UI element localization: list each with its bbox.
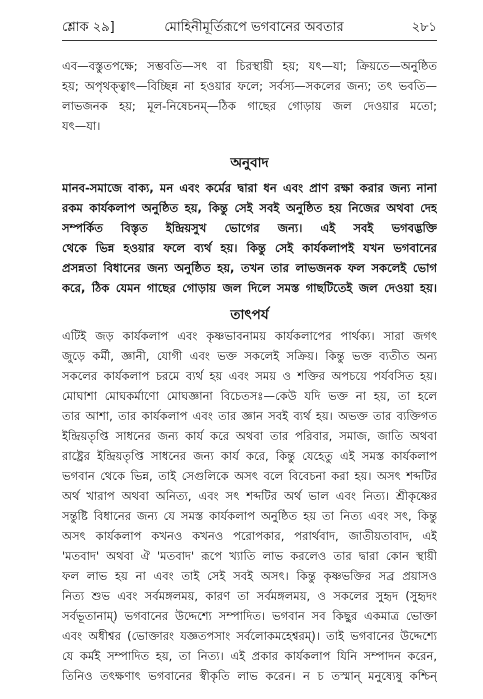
translation-heading: অনুবাদ (230, 155, 269, 171)
synonyms-line: এব—বস্তুতপক্ষে; সম্ভবতি—সৎ বা চিরস্থায়ী হয়; যৎ—যা; ক্রিয়তে—অনুষ্ঠিত (62, 59, 437, 73)
purport-line: এবং অধীশ্বর (ভোক্তারং যজ্ঞতপসাং সর্বলোকমহেশ্বরম্)। তাই ভগবানের উদ্দেশ্যে (62, 629, 437, 643)
purport-line: জুড়ে কর্মী, জ্ঞানী, যোগী এবং ভক্ত সকলেই সক্রিয়। কিন্তু ভক্ত ব্যতীত অন্য (62, 349, 437, 363)
purport-line: অসৎ কার্যকলাপ কখনও কখনও পরোপকার, পরার্থবাদ, জাতীয়তাবাদ, এই (62, 529, 437, 543)
purport-line: এটিই জড় কার্যকলাপ এবং কৃষ্ণভাবনাময় কার্যকলাপের পার্থক্য। সারা জগৎ (62, 329, 437, 343)
header-divider (62, 40, 437, 41)
translation-line: রকম কার্যকলাপ অনুষ্ঠিত হয়, কিন্তু সেই সবই অনুষ্ঠিত হয় নিজের অথবা দেহ (62, 201, 437, 215)
purport-line: মোঘাশা মোঘকর্মাণো মোঘজ্ঞানা বিচেতসঃ—কেউ যদি ভক্ত না হয়, তা হলে (62, 389, 437, 403)
synonyms-line: লাভজনক হয়; মূল-নিষেচনম্—ঠিক গাছের গোড়ায় জল দেওয়ার মতো; (62, 99, 437, 113)
page-number: ২৮১ (411, 20, 437, 35)
chapter-title: মোহিনীমূর্তিরূপে ভগবানের অবতার (164, 20, 344, 35)
purport-line: ইন্দ্রিয়তৃপ্তি সাধনের জন্য কার্য করে অথবা তার পরিবার, সমাজ, জাতি অথবা (62, 429, 437, 443)
purport-line: সকলের কার্যকলাপ চরমে ব্যর্থ হয় এবং সময় ও শক্তির অপচয়ে পর্যবসিত হয়। (62, 369, 437, 383)
purport-line: তার আশা, তার কার্যকলাপ এবং তার জ্ঞান সবই ব্যর্থ হয়। অভক্ত তার ব্যক্তিগত (62, 409, 437, 423)
translation-line: মানব-সমাজে বাক্য, মন এবং কর্মের দ্বারা ধন এবং প্রাণ রক্ষা করার জন্য নানা (62, 181, 437, 195)
running-head (62, 18, 437, 38)
purport-section (62, 326, 437, 686)
verse-number: শ্লোক ২৯] (62, 20, 115, 35)
purport-line: নিত্য শুভ এবং সর্বমঙ্গলময়, কারণ তা সর্বমঙ্গলময়, ও সকলের সুহৃদ (সুহৃদং (62, 589, 437, 603)
purport-line: যে কর্মই সম্পাদিত হয়, তা নিত্য। এই প্রকার কার্যকলাপ যিনি সম্পাদন করেন, (62, 649, 437, 663)
translation-line: করে, ঠিক যেমন গাছের গোড়ায় জল দিলে সমস্ত গাছটিতেই জল দেওয়া হয়। (62, 281, 437, 295)
synonyms-section (62, 56, 437, 136)
translation-line: সম্পর্কিত বিস্তৃত ইন্দ্রিয়সুখ ভোগের জন্য। এই সবই ভগবদ্ভক্তি (62, 221, 437, 235)
purport-line: রাষ্ট্রের ইন্দ্রিয়তৃপ্তি সাধনের জন্য কার্য করে, কিন্তু যেহেতু এই সমস্ত কার্যকলাপ (62, 449, 437, 463)
purport-line: তিনিও তৎক্ষণাৎ ভগবানের স্বীকৃতি লাভ করেন। ন চ তস্মান্ মনুষ্যেষু কশ্চিন্ (62, 669, 437, 683)
purport-line: 'মতবাদ' অথবা ঐ 'মতবাদ' রূপে খ্যাতি লাভ করলেও তার দ্বারা কোন স্থায়ী (62, 549, 437, 563)
synonyms-line: যৎ—যা। (62, 119, 101, 133)
purport-line: সর্বভূতানাম্) ভগবানের উদ্দেশ্যে সম্পাদিত। ভগবান সব কিছুর একমাত্র ভোক্তা (62, 609, 437, 623)
purport-heading: তাৎপর্য (230, 307, 269, 323)
purport-line: সন্তুষ্টি বিধানের জন্য যে সমস্ত কার্যকলাপ অনুষ্ঠিত হয় তা নিত্য এবং সৎ, কিন্তু (62, 509, 437, 523)
synonyms-line: হয়; অপৃথক্ত্বাৎ—বিচ্ছিন্ন না হওয়ার ফলে; সর্বস্য—সকলের জন্য; তৎ ভবতি— (62, 79, 437, 93)
purport-line: ফল লাভ হয় না এবং তাই সেই সবই অসৎ। কিন্তু কৃষ্ণভক্তির সব্র প্রয়াসও (62, 569, 437, 583)
translation-line: থেকে ভিন্ন হওয়ার ফলে ব্যর্থ হয়। কিন্তু সেই কার্যকলাপই যখন ভগবানের (62, 241, 437, 255)
purport-line: ভগবান থেকে ভিন্ন, তাই সেগুলিকে অসৎ বলে বিবেচনা করা হয়। অসৎ শব্দটির (62, 469, 437, 483)
translation-section (62, 178, 437, 298)
translation-line: প্রসন্নতা বিধানের জন্য অনুষ্ঠিত হয়, তখন তার লাভজনক ফল সকলেই ভোগ (62, 261, 437, 275)
purport-line: অর্থ খারাপ অথবা অনিত্য, এবং সৎ শব্দটির অর্থ ভাল এবং নিত্য। শ্রীকৃষ্ণের (62, 489, 437, 503)
